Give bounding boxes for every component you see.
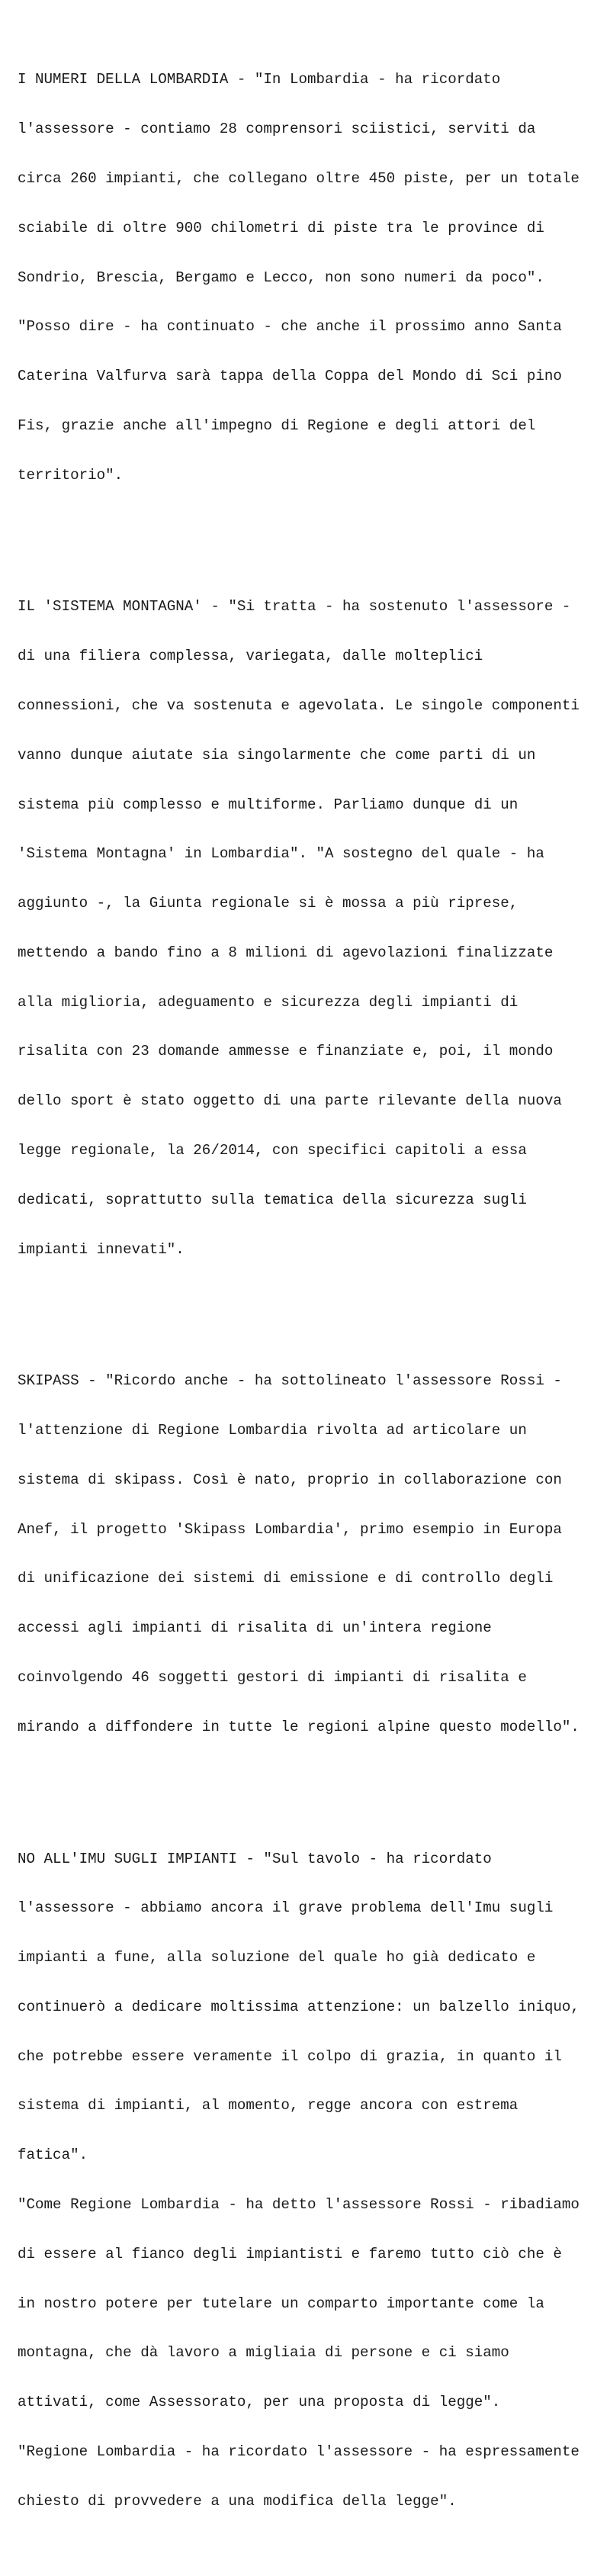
- text-line: 'Sistema Montagna' in Lombardia". "A sostegno del quale - ha: [18, 845, 544, 863]
- text-line: fatica".: [18, 2147, 88, 2164]
- text-line: I NUMERI DELLA LOMBARDIA - "In Lombardia - ha ricordato: [18, 71, 501, 88]
- text-line: di unificazione dei sistemi di emissione e di controllo degli: [18, 1570, 554, 1587]
- text-line: "Come Regione Lombardia - ha detto l'assessore Rossi - ribadiamo: [18, 2195, 580, 2213]
- text-line: l'assessore - abbiamo ancora il grave problema dell'Imu sugli: [18, 1899, 554, 1917]
- text-line: Caterina Valfurva sarà tappa della Coppa del Mondo di Sci pino: [18, 368, 562, 385]
- text-line: "Posso dire - ha continuato - che anche il prossimo anno Santa: [18, 318, 562, 336]
- text-line: Sondrio, Brescia, Bergamo e Lecco, non sono numeri da poco".: [18, 269, 544, 286]
- text-line: impianti a fune, alla soluzione del quale ho già dedicato e: [18, 1949, 536, 1967]
- text-line: NO ALL'IMU SUGLI IMPIANTI - "Sul tavolo - ha ricordato: [18, 1850, 492, 1867]
- paragraph-skipass: [18, 1340, 605, 1768]
- text-line: sistema più complesso e multiforme. Parliamo dunque di un: [18, 796, 518, 813]
- paragraph-no-imu: [18, 1818, 605, 2542]
- article-body: [18, 6, 605, 2576]
- text-line: coinvolgendo 46 soggetti gestori di impianti di risalita e: [18, 1668, 527, 1686]
- text-line: aggiunto -, la Giunta regionale si è mossa a più riprese,: [18, 895, 518, 912]
- text-line: territorio".: [18, 466, 124, 484]
- text-line: chiesto di provvedere a una modifica della legge".: [18, 2492, 457, 2510]
- text-line: alla miglioria, adeguamento e sicurezza degli impianti di: [18, 993, 518, 1011]
- text-line: l'assessore - contiamo 28 comprensori sciistici, serviti da: [18, 121, 536, 138]
- text-line: l'attenzione di Regione Lombardia rivolta ad articolare un: [18, 1422, 527, 1439]
- text-line: Fis, grazie anche all'impegno di Regione e degli attori del: [18, 416, 536, 434]
- text-line: vanno dunque aiutate sia singolarmente che come parti di un: [18, 746, 536, 764]
- text-line: in nostro potere per tutelare un comparto importante come la: [18, 2295, 544, 2312]
- text-line: impianti innevati".: [18, 1240, 185, 1258]
- text-line: di una filiera complessa, variegata, dalle molteplici: [18, 648, 483, 665]
- text-line: di essere al fianco degli impiantisti e faremo tutto ciò che è: [18, 2245, 562, 2262]
- text-line: risalita con 23 domande ammesse e finanziate e, poi, il mondo: [18, 1043, 554, 1060]
- text-line: dello sport è stato oggetto di una parte rilevante della nuova: [18, 1092, 562, 1110]
- text-line: continuerò a dedicare moltissima attenzione: un balzello iniquo,: [18, 1998, 580, 2015]
- text-line: Anef, il progetto 'Skipass Lombardia', primo esempio in Europa: [18, 1520, 562, 1538]
- text-line: attivati, come Assessorato, per una proposta di legge".: [18, 2394, 501, 2411]
- text-line: accessi agli impianti di risalita di un'intera regione: [18, 1619, 492, 1637]
- text-line: SKIPASS - "Ricordo anche - ha sottolineato l'assessore Rossi -: [18, 1372, 562, 1390]
- text-line: montagna, che dà lavoro a migliaia di persone e ci siamo: [18, 2344, 509, 2362]
- text-line: sistema di skipass. Così è nato, proprio in collaborazione con: [18, 1471, 562, 1488]
- text-line: dedicati, soprattutto sulla tematica della sicurezza sugli: [18, 1191, 527, 1208]
- text-line: legge regionale, la 26/2014, con specifici capitoli a essa: [18, 1141, 527, 1159]
- text-line: sistema di impianti, al momento, regge ancora con estrema: [18, 2097, 518, 2115]
- paragraph-sistema-montagna: [18, 566, 605, 1291]
- text-line: mettendo a bando fino a 8 milioni di agevolazioni finalizzate: [18, 944, 554, 961]
- text-line: che potrebbe essere veramente il colpo di grazia, in quanto il: [18, 2047, 562, 2065]
- text-line: sciabile di oltre 900 chilometri di piste tra le province di: [18, 219, 544, 236]
- paragraph-numeri-lombardia: [18, 39, 605, 516]
- text-line: connessioni, che va sostenuta e agevolata. Le singole componenti: [18, 696, 580, 714]
- text-line: "Regione Lombardia - ha ricordato l'assessore - ha espressamente: [18, 2443, 580, 2460]
- text-line: circa 260 impianti, che collegano oltre 450 piste, per un totale: [18, 169, 580, 187]
- text-line: mirando a diffondere in tutte le regioni alpine questo modello".: [18, 1718, 580, 1735]
- text-line: IL 'SISTEMA MONTAGNA' - "Si tratta - ha sostenuto l'assessore -: [18, 598, 571, 616]
